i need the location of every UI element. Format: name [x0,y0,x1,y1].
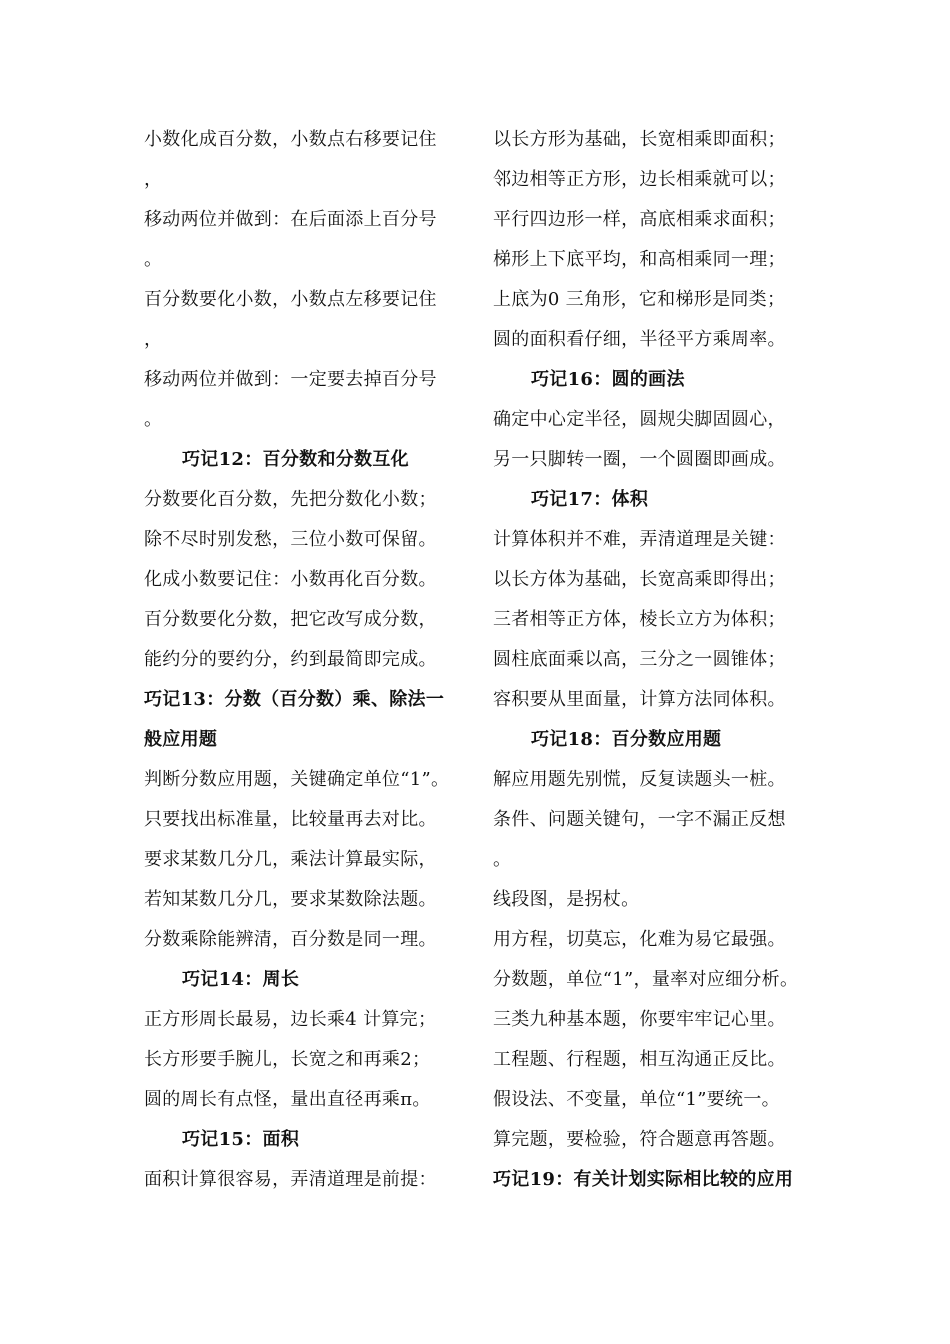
right-text-line: 。 [493,849,512,870]
left-text-line: 移动两位并做到：在后面添上百分号 [144,209,437,230]
right-text-line: 计算体积并不难，弄清道理是关键： [493,529,786,550]
left-text-line: 只要找出标准量，比较量再去对比。 [144,809,437,830]
left-text-line: 化成小数要记住：小数再化百分数。 [144,569,437,590]
right-heading: 巧记18：百分数应用题 [531,729,722,750]
left-text-line: 分数要化百分数，先把分数化小数； [144,489,437,510]
left-text-line: 除不尽时别发愁，三位小数可保留。 [144,529,437,550]
left-text-line: 正方形周长最易，边长乘4 计算完； [144,1009,437,1030]
right-heading: 巧记19：有关计划实际相比较的应用 [493,1169,794,1190]
left-text-line: 百分数要化分数，把它改写成分数， [144,609,437,630]
left-heading: 巧记13：分数（百分数）乘、除法一 [144,689,445,710]
right-text-line: 分数题，单位“1”，量率对应细分析。 [493,969,799,990]
right-text-line: 以长方形为基础，长宽相乘即面积； [493,129,786,150]
left-text-line: 百分数要化小数，小数点左移要记住 [144,289,437,310]
right-text-line: 上底为0 三角形，它和梯形是同类； [493,289,786,310]
left-text-line: 若知某数几分几，要求某数除法题。 [144,889,437,910]
left-text-line: 能约分的要约分，约到最简即完成。 [144,649,437,670]
left-text-line: 圆的周长有点怪，量出直径再乘π。 [144,1089,431,1110]
left-text-line: 要求某数几分几，乘法计算最实际， [144,849,437,870]
right-text-line: 邻边相等正方形，边长相乘就可以； [493,169,786,190]
right-text-line: 容积要从里面量，计算方法同体积。 [493,689,786,710]
right-text-line: 工程题、行程题，相互沟通正反比。 [493,1049,786,1070]
right-text-line: 梯形上下底平均，和高相乘同一理； [493,249,786,270]
right-text-line: 算完题，要检验，符合题意再答题。 [493,1129,786,1150]
right-text-line: 另一只脚转一圈，一个圆圈即画成。 [493,449,786,470]
left-heading: 巧记12：百分数和分数互化 [182,449,409,470]
right-text-line: 解应用题先别慌，反复读题头一桩。 [493,769,786,790]
right-text-line: 圆的面积看仔细，半径平方乘周率。 [493,329,786,350]
right-text-line: 线段图，是拐杖。 [493,889,640,910]
left-text-line: 。 [144,409,163,430]
left-text-line: 长方形要手腕儿，长宽之和再乘2； [144,1049,431,1070]
left-text-line: ， [144,329,163,350]
right-text-line: 三者相等正方体，棱长立方为体积； [493,609,786,630]
left-text-line: 移动两位并做到：一定要去掉百分号 [144,369,437,390]
right-text-line: 以长方体为基础，长宽高乘即得出； [493,569,786,590]
left-text-line: 判断分数应用题，关键确定单位“1”。 [144,769,450,790]
left-text-line: 分数乘除能辨清，百分数是同一理。 [144,929,437,950]
right-text-line: 假设法、不变量，单位“1”要统一。 [493,1089,780,1110]
left-text-line: 。 [144,249,163,270]
left-text-line: 小数化成百分数，小数点右移要记住 [144,129,437,150]
right-heading: 巧记16：圆的画法 [531,369,685,390]
right-text-line: 三类九种基本题，你要牢牢记心里。 [493,1009,786,1030]
right-heading: 巧记17：体积 [531,489,649,510]
right-text-line: 圆柱底面乘以高，三分之一圆锥体； [493,649,786,670]
right-text-line: 用方程，切莫忘，化难为易它最强。 [493,929,786,950]
right-text-line: 条件、问题关键句，一字不漏正反想 [493,809,786,830]
right-text-line: 确定中心定半径，圆规尖脚固圆心， [493,409,786,430]
right-column [493,120,808,1200]
left-text-line: 面积计算很容易，弄清道理是前提： [144,1169,437,1190]
left-text-line: ， [144,169,163,190]
left-heading: 般应用题 [144,729,218,750]
left-heading: 巧记14：周长 [182,969,300,990]
left-heading: 巧记15：面积 [182,1129,300,1150]
right-text-line: 平行四边形一样，高底相乘求面积； [493,209,786,230]
left-column [144,120,459,1200]
